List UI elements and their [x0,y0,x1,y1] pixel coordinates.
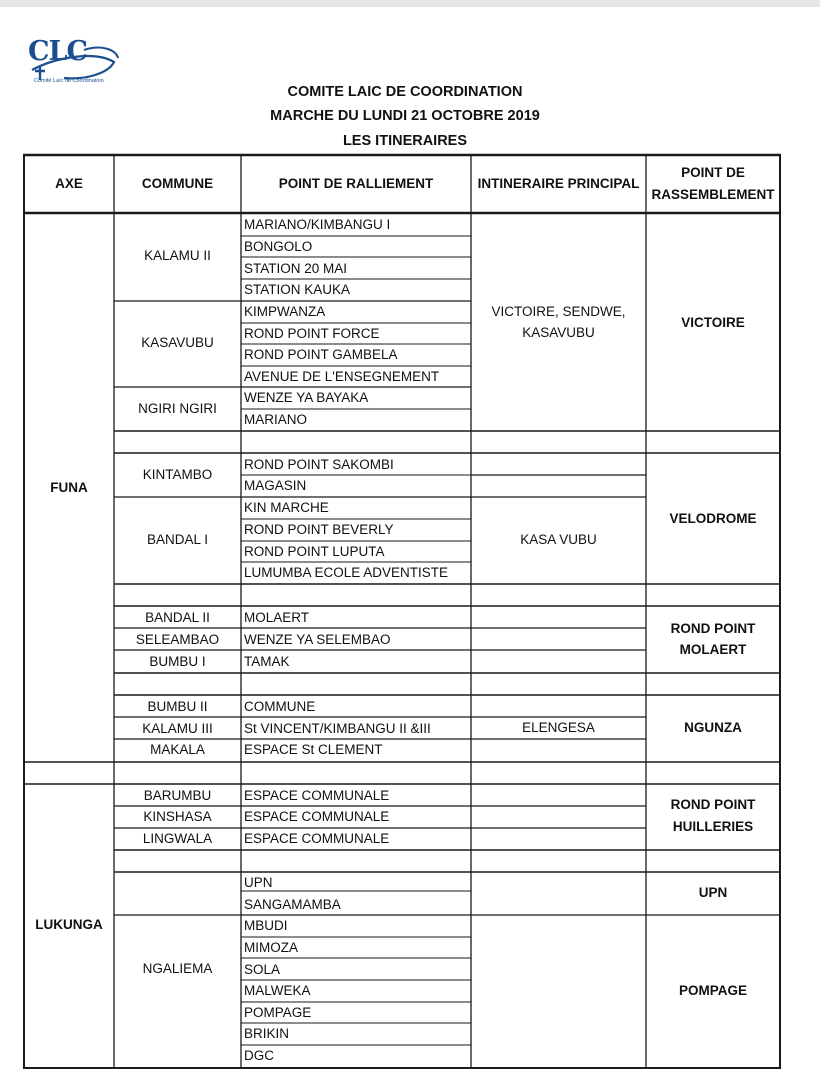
rassemblement-huilleries-line1: ROND POINT [670,797,756,812]
ralliement-item: MALWEKA [244,983,311,998]
ralliement-item: ROND POINT FORCE [244,326,380,341]
ralliement-item: MOLAERT [244,610,310,625]
rassemblement-molaert-line1: ROND POINT [670,621,756,636]
axe-lukunga: LUKUNGA [35,917,103,932]
header-point-de-rassemblement-line2: RASSEMBLEMENT [651,187,775,202]
ralliement-item: St VINCENT/KIMBANGU II &III [244,721,431,736]
ralliement-item: MBUDI [244,918,288,933]
itineraire-elengesa: ELENGESA [522,720,595,735]
rassemblement-velodrome: VELODROME [669,511,757,526]
ralliement-item: ESPACE COMMUNALE [244,788,390,803]
commune-bumbu-i: BUMBU I [149,654,206,669]
rassemblement-molaert-line2: MOLAERT [679,642,747,657]
header-itineraire-principal: INTINERAIRE PRINCIPAL [477,176,640,191]
commune-lingwala: LINGWALA [142,831,213,846]
commune-ngiri-ngiri: NGIRI NGIRI [138,401,217,416]
ralliement-item: DGC [244,1048,274,1063]
ralliement-item: MAGASIN [244,478,307,493]
ralliement-item: SOLA [244,962,281,977]
ralliement-item: KIN MARCHE [244,500,329,515]
ralliement-item: ROND POINT BEVERLY [244,522,394,537]
header-commune: COMMUNE [141,176,214,191]
commune-kalamu-iii: KALAMU III [142,721,213,736]
commune-kinshasa: KINSHASA [143,809,212,824]
commune-makala: MAKALA [150,742,205,757]
commune-kasavubu: KASAVUBU [141,335,214,350]
ralliement-item: MARIANO/KIMBANGU I [244,217,391,232]
itineraire-victoire-line2: KASAVUBU [522,325,595,340]
ralliement-item: ESPACE COMMUNALE [244,831,390,846]
header-axe: AXE [55,176,83,191]
ralliement-item: WENZE YA SELEMBAO [244,632,391,647]
ralliement-item: STATION 20 MAI [244,261,348,276]
ralliement-item: POMPAGE [244,1005,312,1020]
rassemblement-victoire: VICTOIRE [681,315,745,330]
ralliement-item: UPN [244,875,273,890]
ralliement-item: BONGOLO [244,239,313,254]
commune-bumbu-ii: BUMBU II [147,699,208,714]
ralliement-item: STATION KAUKA [244,282,351,297]
ralliement-item: MIMOZA [244,940,298,955]
ralliement-item: ROND POINT LUPUTA [244,544,385,559]
ralliement-item: ESPACE St CLEMENT [244,742,383,757]
rassemblement-huilleries-line2: HUILLERIES [672,819,754,834]
commune-bandal-ii: BANDAL II [145,610,210,625]
title-line-3: LES ITINERAIRES [342,133,468,149]
logo-text: CLC [28,36,87,67]
commune-kintambo: KINTAMBO [142,467,213,482]
rassemblement-ngunza: NGUNZA [684,720,742,735]
ralliement-item: ESPACE COMMUNALE [244,809,390,824]
ralliement-item: COMMUNE [244,699,316,714]
ralliement-item: LUMUMBA ECOLE ADVENTISTE [244,565,449,580]
header-point-de-ralliement: POINT DE RALLIEMENT [278,176,434,191]
header-point-de-rassemblement-line1: POINT DE [681,165,745,180]
ralliement-item: WENZE YA BAYAKA [244,390,369,405]
rassemblement-pompage: POMPAGE [678,983,747,998]
commune-seleambao: SELEAMBAO [135,632,220,647]
ralliement-item: SANGAMAMBA [244,897,341,912]
itineraire-victoire-line1: VICTOIRE, SENDWE, [491,304,626,319]
ralliement-item: MARIANO [244,412,308,427]
itineraire-kasa-vubu: KASA VUBU [520,532,597,547]
rassemblement-upn: UPN [698,885,728,900]
title-line-1: COMITE LAIC DE COORDINATION [287,84,523,100]
ralliement-item: TAMAK [244,654,290,669]
ralliement-item: BRIKIN [244,1026,290,1041]
commune-bandal-i: BANDAL I [146,532,209,547]
commune-ngaliema: NGALIEMA [142,961,213,976]
commune-kalamu-ii: KALAMU II [144,248,211,263]
ralliement-item: AVENUE DE L'ENSEGNEMENT [244,369,440,384]
logo-subtitle: Comité Laïc de Coordination [34,78,104,84]
title-line-2: MARCHE DU LUNDI 21 OCTOBRE 2019 [270,108,540,124]
ralliement-item: ROND POINT GAMBELA [244,347,398,362]
ralliement-item: ROND POINT SAKOMBI [244,457,394,472]
axe-funa: FUNA [50,480,88,495]
commune-barumbu: BARUMBU [143,788,212,803]
ralliement-item: KIMPWANZA [244,304,326,319]
